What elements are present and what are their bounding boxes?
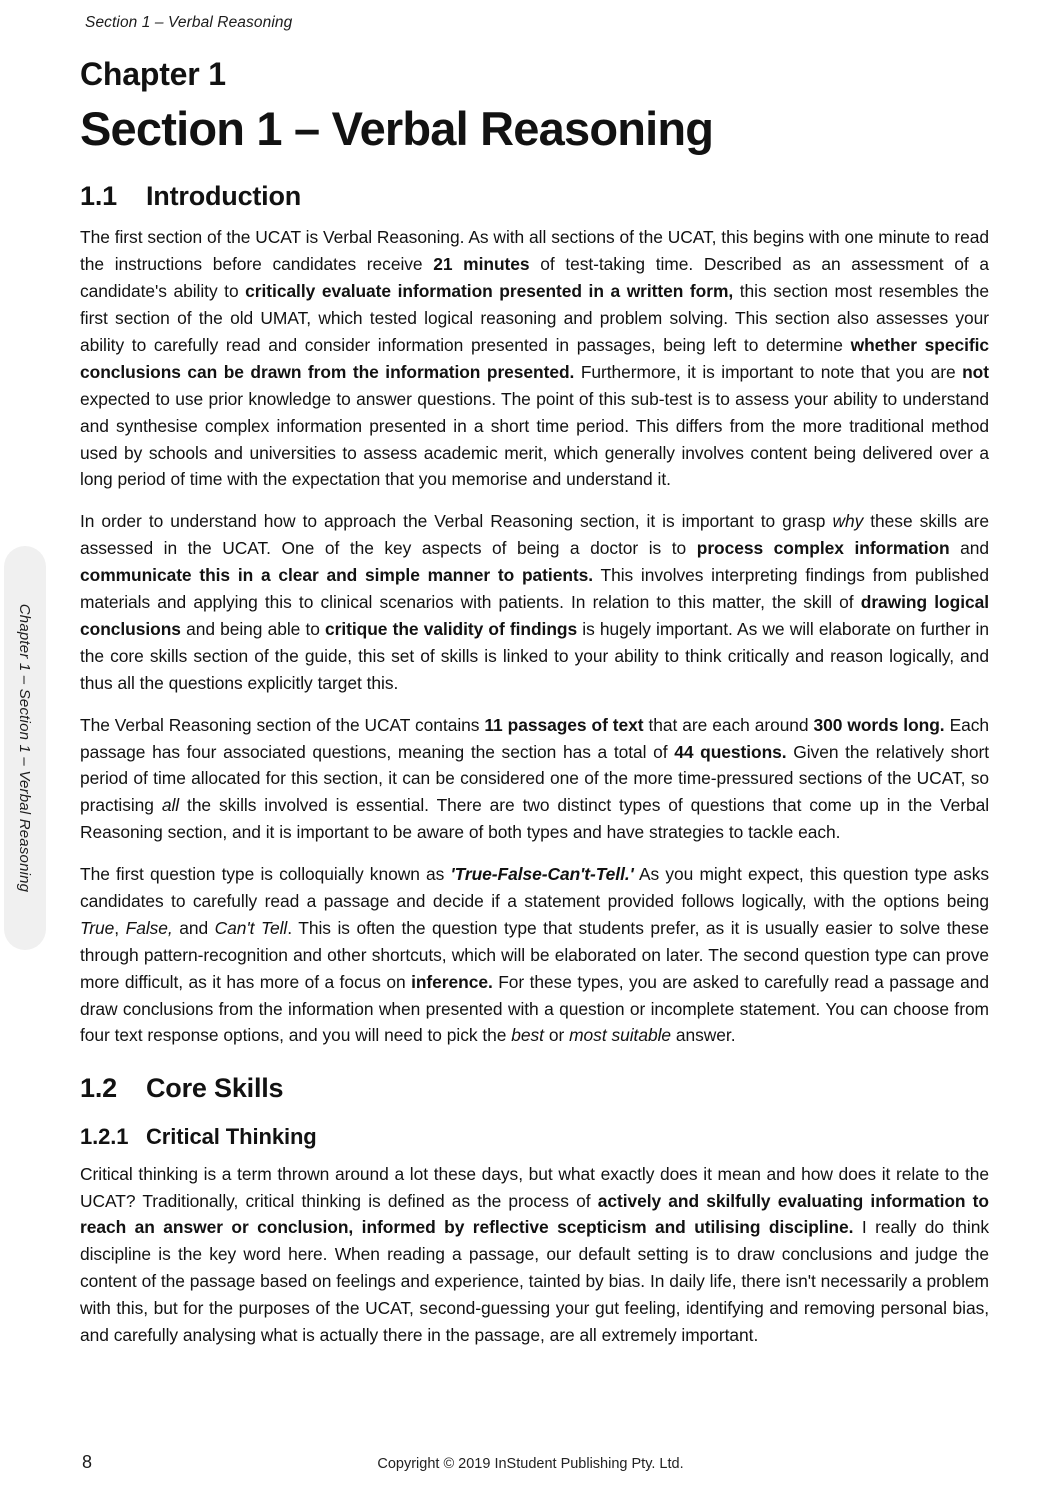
text-run: Critical thinking is a term thrown around a lot these days, but what exactly does it mean and how does it relate to the UCAT? Traditionally, critical thinking is defined as the process of [80, 1163, 989, 1211]
section-heading-introduction [80, 181, 989, 212]
section-number: 1.2 [80, 1073, 117, 1104]
subsection-number: 1.2.1 [80, 1124, 129, 1150]
text-run: In order to understand how to approach the Verbal Reasoning section, it is important to grasp [80, 511, 833, 532]
emphasis-run: drawing logical conclusions [80, 592, 989, 639]
text-run: Furthermore, it is important to note that you are [574, 361, 963, 382]
text-run: and [172, 917, 215, 938]
italic-run: most suitable [569, 1025, 672, 1046]
emphasis-run: 21 minutes [433, 254, 530, 275]
italic-run: all [161, 795, 180, 816]
paragraph-intro-4 [80, 861, 989, 1049]
page-content [80, 56, 989, 1349]
text-run: I really do think discipline is the key word here. When reading a passage, our default setting is to draw conclusions and judge the content of the passage based on feelings and experience, tainted by bias. In daily life, there isn't necessarily a problem with this, but for the purposes of the UCAT, second-guessing your gut feeling, identifying and removing personal bias, and carefully analysing what is actually there in the passage, are all extremely important. [80, 1217, 989, 1345]
italic-run: best [511, 1025, 544, 1046]
text-run: that are each around [643, 714, 814, 735]
chapter-side-tab [4, 546, 46, 950]
text-run: is hugely important. As we will elaborate on further in the core skills section of the guide, this set of skills is linked to your ability to think critically and reason logically, and thus all the questions explicitly target this. [80, 618, 989, 693]
emphasis-run: critique the validity of findings [325, 618, 578, 639]
text-run: these skills are assessed in the UCAT. One of the key aspects of being a doctor is to [80, 511, 989, 559]
emphasis-run: whether specific conclusions can be drawn from the information presented. [80, 335, 989, 382]
emphasis-run: inference. [411, 971, 493, 992]
text-run: or [543, 1025, 570, 1046]
text-run: and being able to [180, 618, 326, 639]
emphasis-run: 11 passages of text [484, 714, 644, 735]
text-run: As you might expect, this question type asks candidates to carefully read a passage and decide if a statement provided follows logically, with the options being [80, 864, 989, 911]
italic-run: True [80, 917, 115, 938]
text-run: . This is often the question type that students prefer, as it is usually easier to solve these through pattern-recognition and other shortcuts, which will be elaborated on later. The second question type can prove more difficult, as it has more of a focus on [80, 917, 989, 992]
text-run: Each passage has four associated questions, meaning the section has a total of [80, 714, 990, 762]
text-run: the skills involved is essential. There are two distinct types of questions that come up in the Verbal Reasoning section, and it is important to be aware of both types and have strategies to tackle each. [80, 795, 990, 843]
emphasis-run: process complex information [696, 538, 950, 559]
paragraph-intro-1 [80, 224, 989, 493]
text-run: expected to use prior knowledge to answer questions. The point of this sub-test is to assess your ability to understand and synthesise complex information presented in a short time period. This differs from the more traditional method used by schools and universities to assess academic merit, which generally involves content being delivered over a long period of time with the expectation that you memorise and understand it. [80, 388, 989, 490]
chapter-label: Chapter 1 [80, 56, 226, 92]
running-header: Section 1 – Verbal Reasoning [85, 14, 293, 31]
section-heading-core-skills [80, 1073, 989, 1104]
section-number: 1.1 [80, 181, 117, 212]
italic-run: why [832, 511, 864, 532]
text-run: , [114, 917, 126, 938]
emphasis-run: actively and skilfully evaluating information to reach an answer or conclusion, informed by reflective scepticism and utilising discipline. [80, 1190, 989, 1238]
text-run: This involves interpreting findings from published materials and applying this to clinical scenarios with patients. In relation to this matter, the skill of [80, 565, 989, 613]
emphasis-run: communicate this in a clear and simple manner to patients. [80, 565, 594, 586]
emphasis-run: 44 questions. [674, 741, 787, 762]
paragraph-intro-2 [80, 508, 989, 696]
section-title: Introduction [146, 181, 302, 212]
text-run: For these types, you are asked to carefully read a passage and draw conclusions from the information when presented with a question or incomplete statement. You can choose from four text response options, and you will need to pick the [80, 971, 989, 1046]
paragraph-critical-thinking [80, 1161, 989, 1349]
text-run: Given the relatively short period of time allocated for this section, it can be considered one of the more time-pressured sections of the UCAT, so practising [80, 741, 990, 816]
text-run: The first question type is colloquially known as [80, 864, 451, 885]
subsection-heading-critical-thinking [80, 1124, 989, 1149]
copyright-notice: Copyright © 2019 InStudent Publishing Pty. Ltd. [377, 1456, 684, 1472]
chapter-side-tab-label: Chapter 1 – Section 1 – Verbal Reasoning [16, 603, 34, 893]
emphasis-run: 300 words long. [813, 714, 945, 735]
italic-run: Can't Tell [214, 917, 288, 938]
section-title: Core Skills [146, 1073, 284, 1104]
text-run: answer. [671, 1025, 736, 1046]
page-number: 8 [82, 1452, 93, 1472]
italic-run: False, [125, 917, 173, 938]
bold-italic-run: 'True-False-Can't-Tell.' [450, 864, 634, 885]
text-run: this section most resembles the first section of the old UMAT, which tested logical reasoning and problem solving. This section also assesses your ability to carefully read and consider information presented in passages, being left to determine [80, 281, 989, 356]
emphasis-run: critically evaluate information presented in a written form, [245, 281, 734, 302]
page-footer [0, 1452, 1061, 1478]
paragraph-intro-3 [80, 712, 989, 846]
page-title: Section 1 – Verbal Reasoning [80, 101, 714, 155]
emphasis-run: not [962, 361, 989, 382]
text-run: The Verbal Reasoning section of the UCAT contains [80, 714, 485, 735]
text-run: of test-taking time. Described as an assessment of a candidate's ability to [80, 254, 990, 302]
text-run: and [949, 538, 990, 559]
text-run: The first section of the UCAT is Verbal Reasoning. As with all sections of the UCAT, this begins with one minute to read the instructions before candidates receive [80, 227, 989, 275]
subsection-title: Critical Thinking [146, 1124, 317, 1150]
